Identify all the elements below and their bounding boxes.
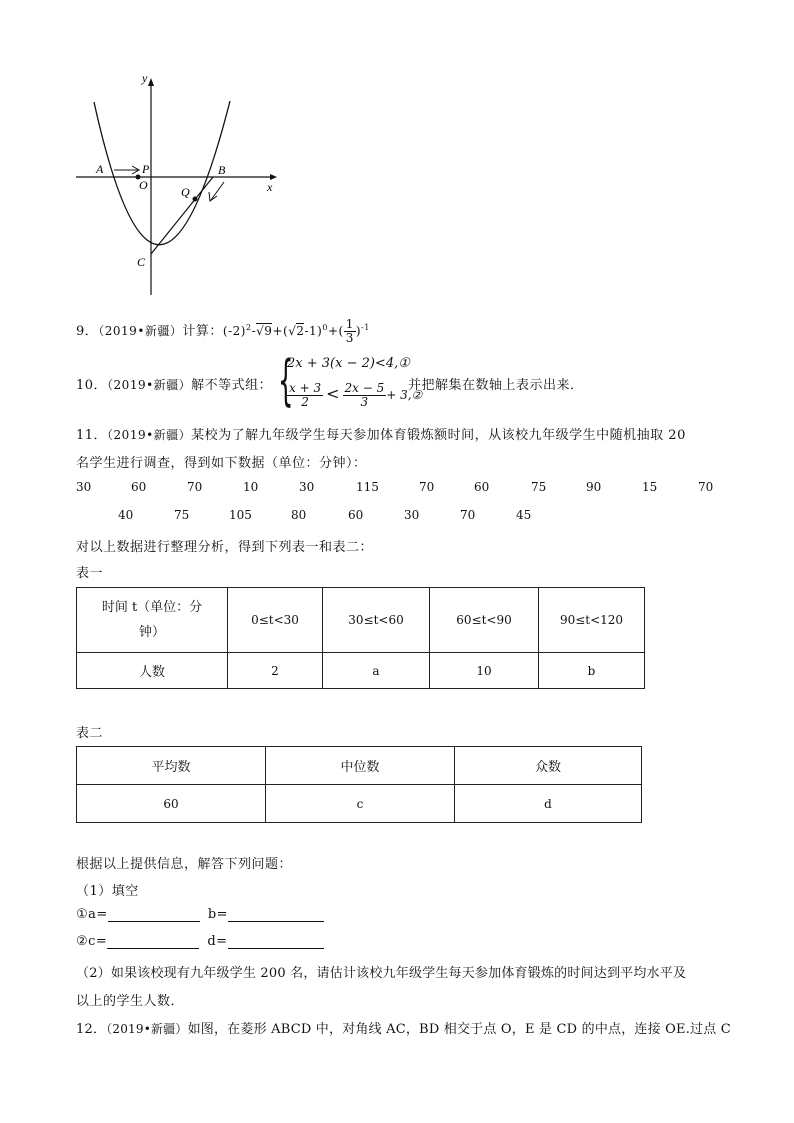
data-value: 75	[531, 480, 547, 494]
data-value: 30	[299, 480, 315, 494]
q10-source: （2019•新疆）	[107, 378, 192, 392]
fill-d-blank[interactable]	[228, 935, 324, 949]
fill-c-label: ②c=	[76, 934, 108, 949]
y-axis-arrow	[148, 78, 154, 86]
table2-value-cell: 60	[77, 785, 266, 823]
point-q	[193, 197, 198, 202]
data-value: 70	[419, 480, 435, 494]
q9-number: 9．	[76, 324, 99, 339]
q11-source: （2019•新疆）	[107, 428, 192, 442]
data-value: 10	[243, 480, 259, 494]
parabola-figure	[70, 70, 290, 300]
data-value: 30	[404, 508, 420, 522]
q11-prompt: 根据以上提供信息，解答下列问题：	[76, 857, 293, 872]
question-9	[76, 318, 370, 345]
label-o: O	[139, 178, 148, 192]
data-value: 70	[460, 508, 476, 522]
q10-after: 并把解集在数轴上表示出来．	[408, 378, 584, 393]
data-value: 70	[698, 480, 714, 494]
q10-number: 10．	[76, 378, 108, 393]
table1-row-label: 人数	[77, 653, 228, 689]
table1-value-cell: 10	[430, 653, 539, 689]
label-c: C	[137, 255, 146, 269]
data-value: 40	[118, 508, 134, 522]
table-1	[76, 587, 645, 689]
q9-expression: $(-2)^2-√9+(√2-1)^0+$( $\frac{1}{3}$ )$^{-1}$	[222, 317, 370, 345]
parabola-curve	[94, 101, 230, 245]
data-value: 45	[516, 508, 532, 522]
table-row	[77, 588, 645, 653]
q12-text: 如图，在菱形 ABCD 中，对角线 AC，BD 相交于点 O，E 是 CD 的中点，连接 OE.过点 C	[187, 1022, 731, 1037]
table1-title: 表一	[76, 566, 104, 581]
table1-value-cell: 2	[228, 653, 323, 689]
table-row	[77, 785, 642, 823]
q11-part2-line1: （2）如果该校现有九年级学生 200 名，请估计该校九年级学生每天参加体育锻炼的时间达到平均水平及	[76, 966, 687, 981]
label-y: y	[142, 71, 148, 85]
data-value: 15	[642, 480, 658, 494]
table-row	[77, 653, 645, 689]
fill-c-blank[interactable]	[107, 935, 199, 949]
label-a: A	[96, 162, 104, 176]
table2-value-cell: d	[455, 785, 642, 823]
q9-source: （2019•新疆）	[98, 324, 183, 338]
fill-b-blank[interactable]	[228, 908, 324, 922]
table2-header-cell: 平均数	[77, 747, 266, 785]
fill-a-label: ①a=	[76, 907, 108, 922]
data-value: 115	[356, 480, 379, 494]
label-q: Q	[181, 185, 190, 199]
data-row-2	[76, 508, 576, 524]
q11-line2: 名学生进行调查，得到如下数据（单位：分钟）：	[76, 456, 367, 471]
data-value: 30	[76, 480, 92, 494]
q10-system-brace: {	[278, 349, 294, 412]
table1-range-cell: 60≤t<90	[430, 588, 539, 653]
table-row	[77, 747, 642, 785]
fill-line-1	[76, 907, 324, 922]
table2-header-cell: 众数	[455, 747, 642, 785]
label-b: B	[218, 163, 226, 177]
q11-number: 11．	[76, 428, 108, 443]
data-row-1	[76, 480, 716, 496]
q11-analysis: 对以上数据进行整理分析，得到下列表一和表二：	[76, 540, 374, 555]
table2-title: 表二	[76, 726, 104, 741]
fill-b-label: b=	[207, 907, 229, 922]
question-11-line1	[76, 424, 686, 443]
data-value: 90	[586, 480, 602, 494]
table1-value-cell: a	[323, 653, 430, 689]
label-x: x	[267, 180, 273, 194]
data-value: 60	[348, 508, 364, 522]
q10-text: 解不等式组：	[191, 378, 273, 393]
table2-header-cell: 中位数	[266, 747, 455, 785]
q11-part1: （1）填空	[76, 884, 139, 899]
data-value: 105	[229, 508, 252, 522]
q10-line2: $\frac{x + 3}{2}$ < $\frac{2x - 5}{3}$ + 3,②	[289, 381, 423, 409]
q9-text: 计算：	[182, 324, 223, 339]
table1-range-cell: 30≤t<60	[323, 588, 430, 653]
data-value: 75	[174, 508, 190, 522]
table-2	[76, 746, 642, 823]
table2-value-cell: c	[266, 785, 455, 823]
data-value: 80	[291, 508, 307, 522]
q10-line1: 2x + 3(x − 2)<4,①	[287, 356, 410, 371]
table1-header-cell: 时间 t（单位：分 钟）	[77, 588, 228, 653]
question-10	[76, 374, 272, 393]
table1-value-cell: b	[539, 653, 645, 689]
table1-range-cell: 90≤t<120	[539, 588, 645, 653]
data-value: 60	[131, 480, 147, 494]
fill-d-label: d=	[207, 934, 228, 949]
fill-line-2	[76, 934, 324, 949]
q11-part2-line2: 以上的学生人数．	[76, 994, 185, 1009]
fill-a-blank[interactable]	[108, 908, 200, 922]
q12-number: 12．	[76, 1022, 107, 1037]
label-p: P	[142, 162, 150, 176]
q12-source: （2019•新疆）	[106, 1022, 188, 1036]
table1-range-cell: 0≤t<30	[228, 588, 323, 653]
arrow-b-c-shaft	[211, 182, 224, 200]
data-value: 70	[187, 480, 203, 494]
question-12	[76, 1018, 731, 1037]
data-value: 60	[474, 480, 490, 494]
q11-line1-text: 某校为了解九年级学生每天参加体育锻炼额时间，从该校九年级学生中随机抽取 20	[191, 428, 686, 443]
